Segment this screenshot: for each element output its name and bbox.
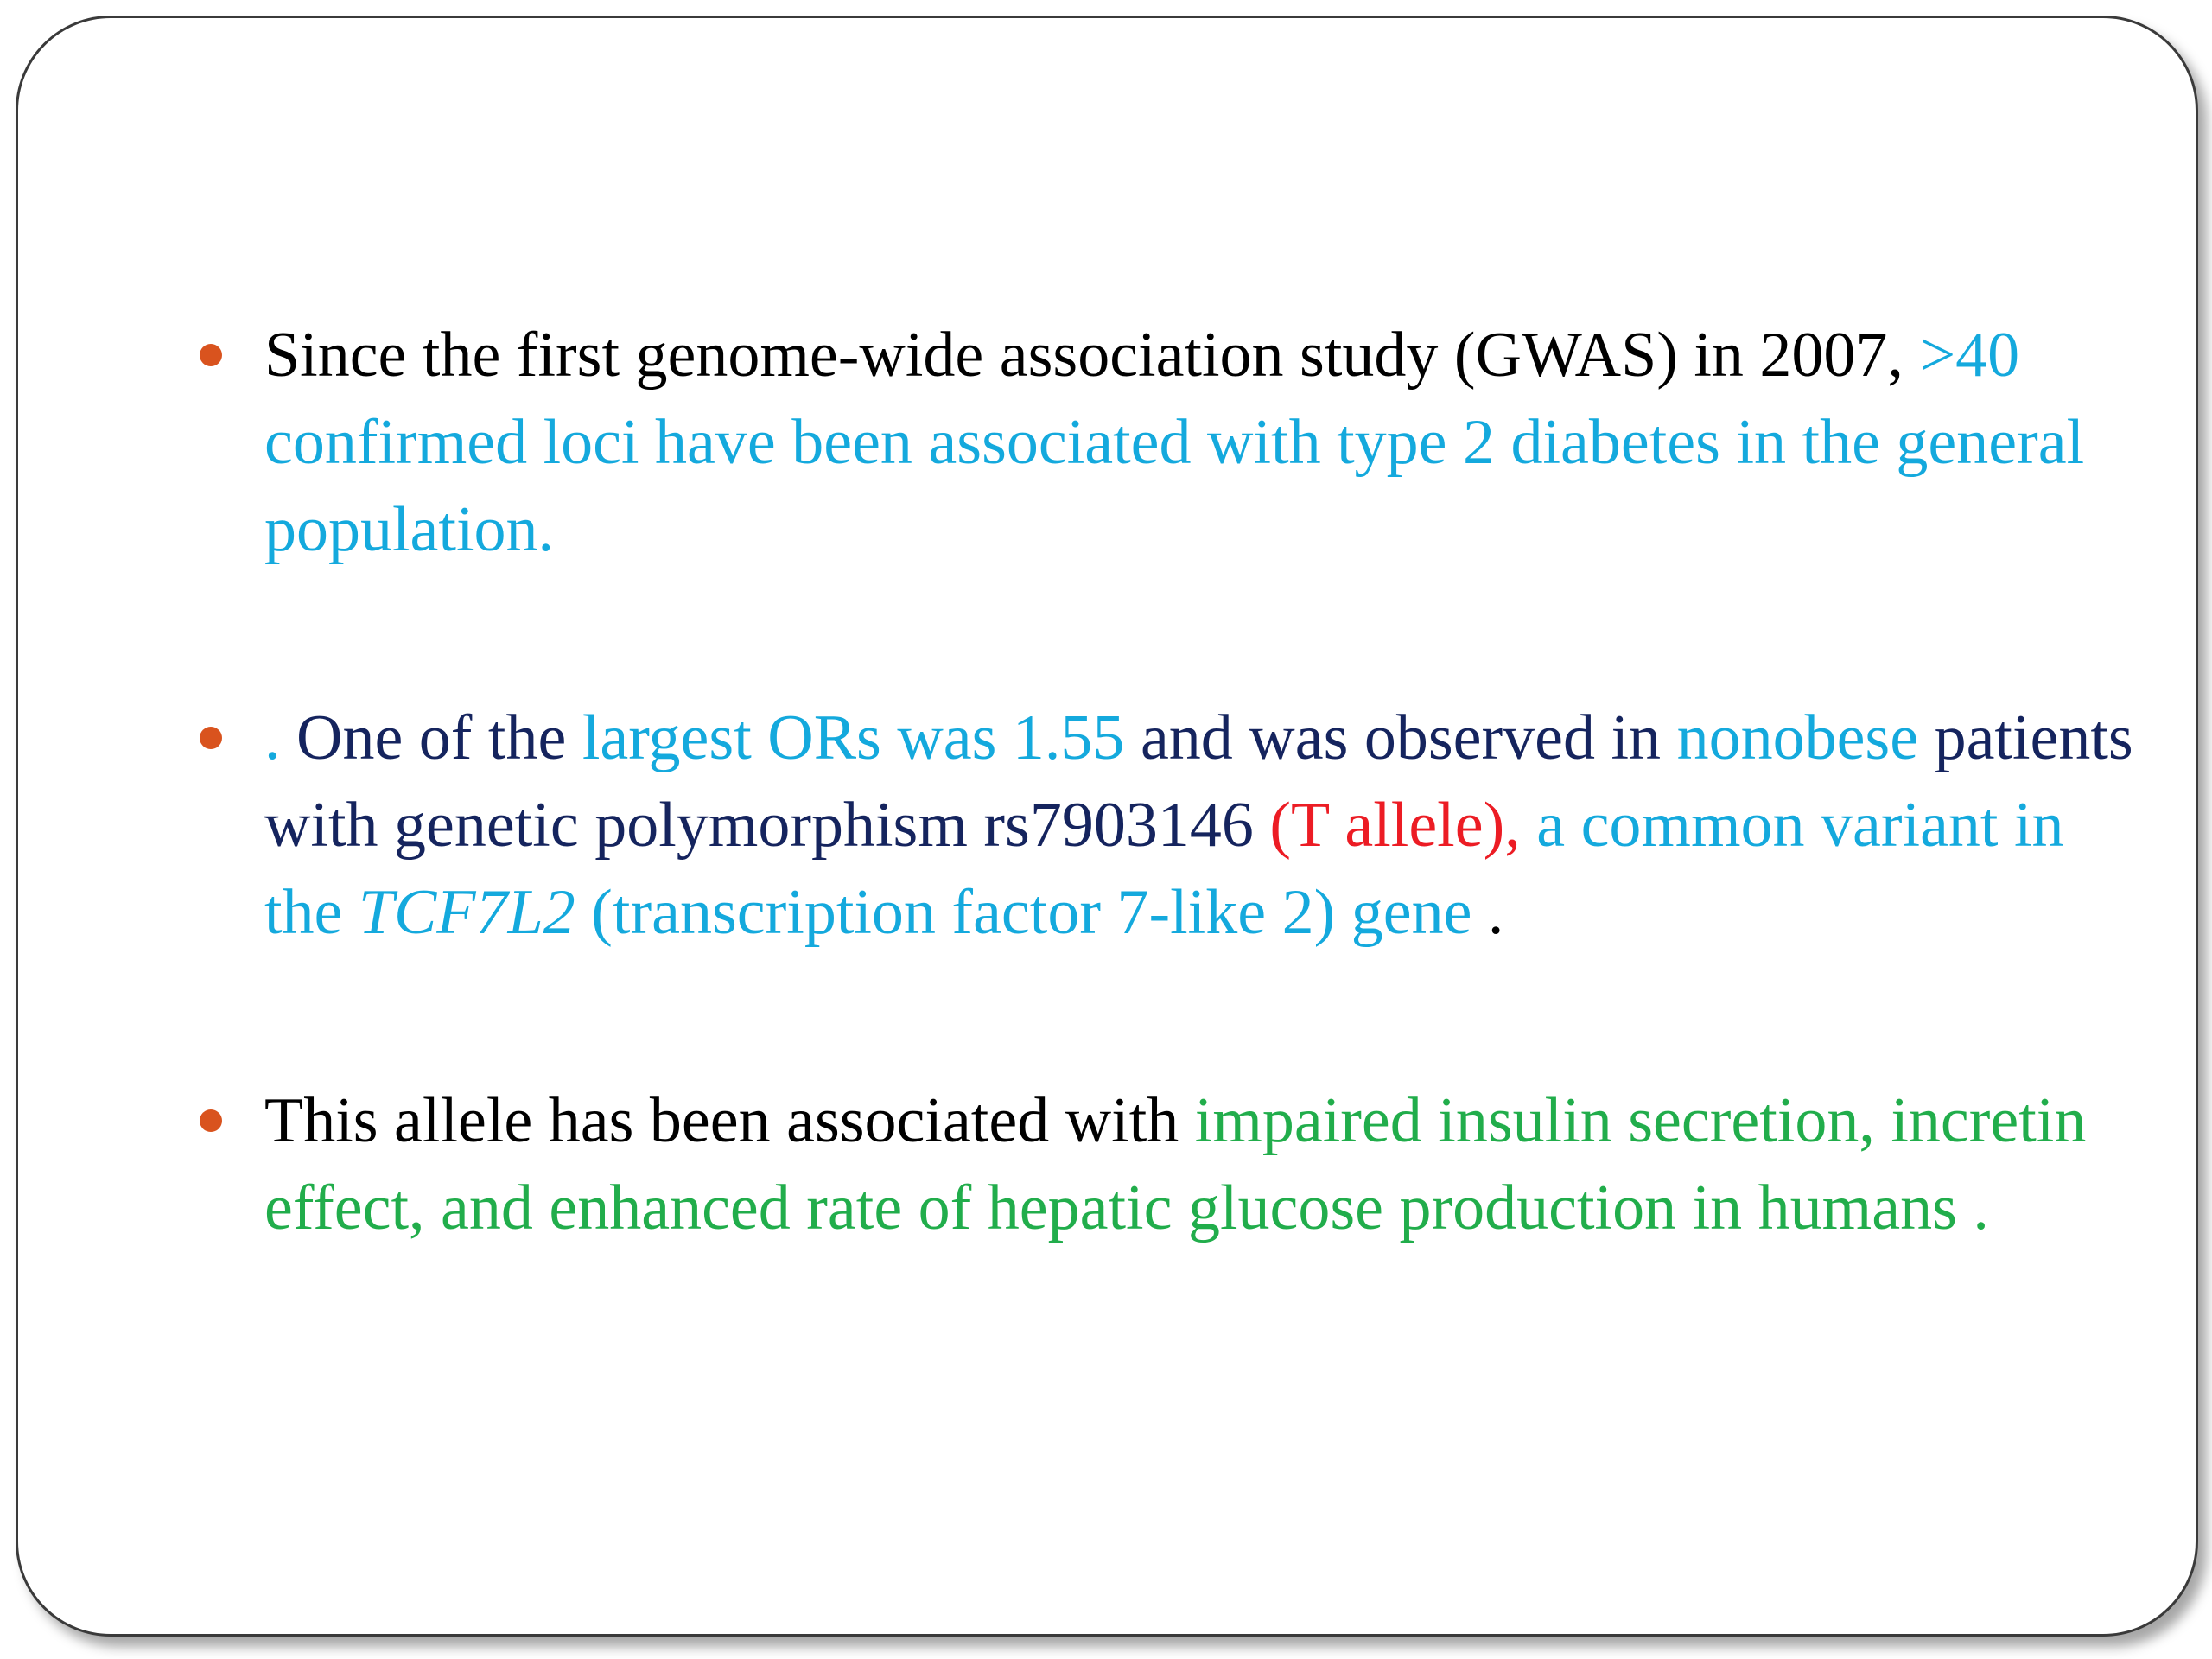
bullet-dot-icon	[200, 344, 222, 366]
text-segment: a common variant in the	[264, 790, 2064, 948]
text-segment: This allele has been associated with	[264, 1085, 1195, 1156]
bullet-item-allele-effects	[200, 1077, 2144, 1252]
slide-frame	[16, 16, 2198, 1637]
text-segment: largest ORs was 1.55	[582, 702, 1125, 773]
bullet-dot-icon	[200, 727, 222, 749]
text-segment: impaired insulin secretion, incretin effect, and enhanced rate of hepatic glucose production in humans .	[264, 1085, 2087, 1243]
text-segment: One of the	[296, 702, 582, 773]
bullet-item-largest-or	[200, 695, 2144, 957]
text-segment: and was observed in	[1124, 702, 1677, 773]
gene-name-text: TCF7L2	[358, 877, 575, 948]
slide-content	[200, 312, 2144, 1252]
bullet-item-gwas	[200, 312, 2144, 574]
bullet-text	[264, 1085, 2086, 1243]
bullet-text	[264, 320, 2084, 565]
text-segment: patients with genetic polymorphism rs7903146	[264, 702, 2133, 861]
bullet-text	[264, 702, 2133, 948]
text-segment: (transcription factor 7-like 2) gene	[575, 877, 1472, 948]
bullet-dot-icon	[200, 1109, 222, 1132]
text-segment: nonobese	[1676, 702, 1919, 773]
text-segment: (T allele),	[1269, 790, 1537, 861]
text-segment: .	[1471, 877, 1504, 948]
text-segment: Since the first genome-wide association study (GWAS) in 2007,	[264, 320, 1920, 391]
text-segment: .	[264, 702, 296, 773]
text-segment: >40 confirmed loci have been associated with type 2 diabetes in the general population.	[264, 320, 2085, 565]
